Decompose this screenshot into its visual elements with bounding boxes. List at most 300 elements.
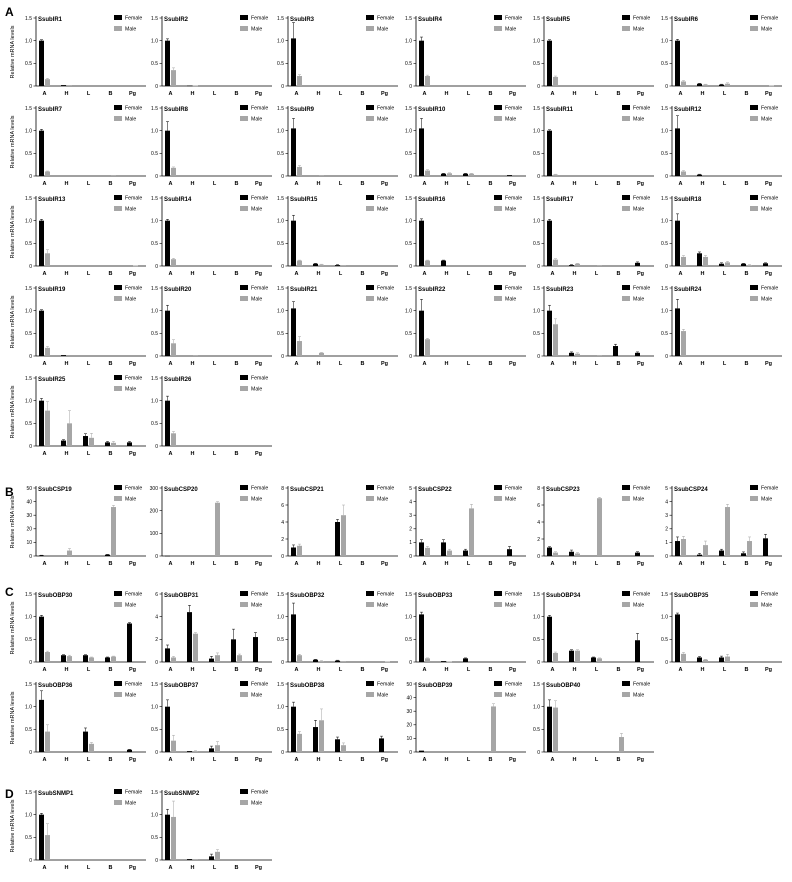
y-tick-label: 1.0 <box>277 704 284 711</box>
legend-label-male: Male <box>761 116 773 123</box>
y-tick-label: 1.0 <box>25 128 32 135</box>
bar-female <box>441 661 446 662</box>
bar-male <box>553 175 558 176</box>
legend-label-male: Male <box>251 26 263 33</box>
y-tick-label: 1.0 <box>533 128 540 135</box>
x-tick-label: H <box>190 757 195 763</box>
y-tick-label: 1.5 <box>533 105 540 112</box>
x-tick-label: H <box>190 865 195 871</box>
bar-male <box>67 423 72 446</box>
legend-label-female: Female <box>251 285 269 292</box>
y-tick-label: 1.0 <box>533 38 540 45</box>
y-tick-label: 1.5 <box>277 105 284 112</box>
bar-male <box>553 653 558 662</box>
bar-female <box>291 308 296 356</box>
legend-swatch-female <box>366 105 374 110</box>
x-tick-label: B <box>234 451 239 457</box>
legend-label-female: Female <box>251 591 269 598</box>
x-tick-label: H <box>444 667 449 673</box>
y-tick-label: 0 <box>665 263 668 270</box>
x-tick-label: B <box>488 271 493 277</box>
x-tick-label: B <box>108 561 113 567</box>
bar-female <box>675 221 680 266</box>
chart-title: SsubOBP38 <box>290 683 325 689</box>
x-tick-label: H <box>190 667 195 673</box>
x-tick-label: A <box>678 91 683 97</box>
y-tick-label: 1.0 <box>277 614 284 621</box>
legend-label-male: Male <box>761 206 773 213</box>
bar-male <box>45 411 50 446</box>
y-tick-label: 1.5 <box>533 285 540 292</box>
bar-male <box>45 732 50 752</box>
bar-female <box>635 553 640 556</box>
x-tick-label: Pg <box>764 181 773 187</box>
x-tick-label: Pg <box>128 865 137 871</box>
bar-female <box>39 815 44 860</box>
bar-male <box>45 835 50 860</box>
legend-label-female: Female <box>377 195 395 202</box>
chart-SsubIR1 <box>25 15 146 97</box>
bar-male <box>575 264 580 266</box>
bar-male <box>341 265 346 266</box>
chart-title: SsubOBP37 <box>164 683 199 689</box>
chart-title: SsubIR2 <box>164 17 189 23</box>
y-tick-label: 0.5 <box>25 727 32 734</box>
x-tick-label: H <box>64 865 69 871</box>
x-tick-label: A <box>42 865 47 871</box>
y-tick-label: 2 <box>665 526 668 533</box>
y-tick-label: 0.5 <box>25 331 32 338</box>
x-tick-label: B <box>360 561 365 567</box>
x-tick-label: Pg <box>254 181 263 187</box>
legend-swatch-female <box>750 15 758 20</box>
y-tick-label: 1.0 <box>25 398 32 405</box>
y-tick-label: 1.0 <box>151 704 158 711</box>
bar-female <box>127 623 132 662</box>
bar-female <box>441 542 446 556</box>
y-tick-label: 1.0 <box>151 308 158 315</box>
legend-swatch-female <box>240 285 248 290</box>
legend-swatch-male <box>494 26 502 31</box>
legend-label-female: Female <box>505 591 523 598</box>
y-tick-label: 1.0 <box>277 128 284 135</box>
y-tick-label: 0 <box>409 749 412 756</box>
x-tick-label: L <box>466 361 471 367</box>
legend-swatch-male <box>240 26 248 31</box>
x-tick-label: Pg <box>254 91 263 97</box>
bar-female <box>61 355 66 356</box>
y-tick-label: 1.0 <box>405 218 412 225</box>
legend-swatch-female <box>494 485 502 490</box>
x-tick-label: L <box>212 181 217 187</box>
bar-female <box>39 700 44 752</box>
x-tick-label: H <box>190 271 195 277</box>
x-tick-label: Pg <box>508 271 517 277</box>
bar-male <box>725 657 730 662</box>
legend-swatch-female <box>750 591 758 596</box>
legend-swatch-female <box>114 485 122 490</box>
x-tick-label: L <box>594 561 599 567</box>
x-tick-label: H <box>316 91 321 97</box>
x-tick-label: A <box>42 91 47 97</box>
chart-title: SsubIR10 <box>418 107 446 113</box>
x-tick-label: H <box>700 91 705 97</box>
bar-male <box>297 167 302 176</box>
x-tick-label: L <box>594 271 599 277</box>
y-tick-label: 4 <box>537 519 540 526</box>
x-tick-label: B <box>616 757 621 763</box>
x-tick-label: B <box>108 181 113 187</box>
legend-swatch-female <box>622 105 630 110</box>
bar-male <box>553 708 558 752</box>
chart-title: SsubSNMP2 <box>164 791 200 797</box>
x-tick-label: H <box>572 271 577 277</box>
bar-female <box>291 614 296 662</box>
x-tick-label: H <box>572 91 577 97</box>
x-tick-label: L <box>466 91 471 97</box>
legend-label-male: Male <box>125 496 137 503</box>
legend-swatch-male <box>114 800 122 805</box>
chart-SsubIR18 <box>661 195 782 277</box>
x-tick-label: H <box>700 181 705 187</box>
legend-label-male: Male <box>125 296 137 303</box>
legend-label-male: Male <box>377 296 389 303</box>
y-tick-label: 1.5 <box>661 591 668 598</box>
y-tick-label: 1.0 <box>277 38 284 45</box>
y-tick-label: 0 <box>155 173 158 180</box>
x-tick-label: Pg <box>254 271 263 277</box>
y-tick-label: 0 <box>281 553 284 560</box>
bar-male <box>769 86 774 87</box>
x-tick-label: B <box>234 757 239 763</box>
y-tick-label: 1.0 <box>661 614 668 621</box>
bar-female <box>763 538 768 556</box>
chart-SsubOBP38 <box>277 681 398 763</box>
bar-female <box>675 41 680 86</box>
x-tick-label: B <box>234 91 239 97</box>
legend-label-female: Female <box>633 681 651 688</box>
legend-swatch-male <box>240 692 248 697</box>
legend-swatch-female <box>622 285 630 290</box>
bar-male <box>681 654 686 662</box>
chart-SsubIR26 <box>151 375 272 457</box>
bar-female <box>675 128 680 176</box>
x-tick-label: B <box>744 181 749 187</box>
x-tick-label: B <box>488 91 493 97</box>
bar-female <box>569 651 574 662</box>
legend-swatch-male <box>240 206 248 211</box>
bar-female <box>313 727 318 752</box>
legend-label-male: Male <box>505 496 517 503</box>
legend-swatch-male <box>366 206 374 211</box>
x-tick-label: H <box>190 91 195 97</box>
x-tick-label: A <box>168 865 173 871</box>
chart-title: SsubIR16 <box>418 197 446 203</box>
y-tick-label: 1.0 <box>277 218 284 225</box>
chart-title: SsubIR6 <box>674 17 699 23</box>
bar-female <box>39 311 44 356</box>
y-tick-label: 0 <box>281 173 284 180</box>
x-tick-label: B <box>616 91 621 97</box>
bar-male <box>215 503 220 556</box>
bar-female <box>165 707 170 752</box>
x-tick-label: B <box>108 451 113 457</box>
y-tick-label: 1.5 <box>277 591 284 598</box>
bar-female <box>165 401 170 446</box>
legend-label-female: Female <box>505 15 523 22</box>
legend-label-male: Male <box>761 496 773 503</box>
legend-label-male: Male <box>251 800 263 807</box>
x-tick-label: A <box>42 361 47 367</box>
y-tick-label: 6 <box>537 502 540 509</box>
chart-SsubIR12 <box>661 105 782 187</box>
y-tick-label: 30 <box>406 709 412 715</box>
bar-female <box>675 541 680 556</box>
legend-label-female: Female <box>251 375 269 382</box>
legend-swatch-male <box>622 602 630 607</box>
legend-swatch-female <box>622 591 630 596</box>
bar-male <box>111 507 116 556</box>
bar-male <box>67 551 72 556</box>
y-tick-label: 1.0 <box>151 812 158 819</box>
chart-SsubOBP37 <box>151 681 272 763</box>
chart-SsubIR15 <box>277 195 398 277</box>
legend-label-female: Female <box>251 105 269 112</box>
x-tick-label: A <box>550 667 555 673</box>
bar-male <box>237 655 242 662</box>
x-tick-label: H <box>64 271 69 277</box>
bar-male <box>341 515 346 556</box>
legend-swatch-female <box>114 105 122 110</box>
x-tick-label: L <box>212 91 217 97</box>
bar-female <box>165 41 170 86</box>
x-tick-label: Pg <box>764 271 773 277</box>
x-tick-label: H <box>64 757 69 763</box>
legend-swatch-male <box>114 206 122 211</box>
legend-swatch-male <box>114 26 122 31</box>
legend-swatch-male <box>114 116 122 121</box>
chart-SsubIR16 <box>405 195 526 277</box>
x-tick-label: Pg <box>380 361 389 367</box>
legend-label-female: Female <box>125 15 143 22</box>
chart-SsubSNMP1 <box>25 789 146 871</box>
legend-swatch-female <box>114 285 122 290</box>
y-tick-label: 50 <box>406 681 412 688</box>
bar-male <box>447 662 452 663</box>
y-tick-label: 2 <box>155 637 158 644</box>
bar-female <box>635 353 640 356</box>
x-tick-label: Pg <box>636 181 645 187</box>
legend-label-female: Female <box>505 485 523 492</box>
legend-swatch-female <box>240 15 248 20</box>
legend-label-male: Male <box>125 26 137 33</box>
legend-label-female: Female <box>251 681 269 688</box>
chart-SsubOBP34 <box>533 591 654 673</box>
bar-female <box>165 648 170 662</box>
x-tick-label: A <box>550 271 555 277</box>
legend-swatch-female <box>240 681 248 686</box>
y-tick-label: 0 <box>409 553 412 560</box>
y-tick-label: 0 <box>155 659 158 666</box>
legend-swatch-male <box>366 692 374 697</box>
chart-SsubIR14 <box>151 195 272 277</box>
x-tick-label: H <box>444 361 449 367</box>
y-tick-label: 20 <box>406 722 412 729</box>
y-tick-label: 0.5 <box>533 61 540 68</box>
y-tick-label: 0 <box>281 659 284 666</box>
x-tick-label: L <box>338 361 343 367</box>
legend-label-male: Male <box>377 602 389 609</box>
x-tick-label: H <box>700 561 705 567</box>
bar-female <box>165 131 170 176</box>
legend-label-female: Female <box>377 285 395 292</box>
bar-female <box>291 548 296 557</box>
x-tick-label: B <box>616 561 621 567</box>
legend-swatch-female <box>494 681 502 686</box>
legend-label-female: Female <box>633 195 651 202</box>
chart-title: SsubIR25 <box>38 377 66 383</box>
x-tick-label: B <box>488 757 493 763</box>
bar-female <box>187 612 192 662</box>
chart-title: SsubOBP36 <box>38 683 73 689</box>
legend-label-male: Male <box>251 602 263 609</box>
x-tick-label: A <box>294 271 299 277</box>
x-tick-label: L <box>86 757 91 763</box>
legend-swatch-male <box>750 26 758 31</box>
x-tick-label: A <box>422 271 427 277</box>
y-tick-label: 4 <box>155 614 158 621</box>
x-tick-label: B <box>234 667 239 673</box>
y-tick-label: 0 <box>537 553 540 560</box>
bar-male <box>469 174 474 176</box>
x-tick-label: L <box>466 181 471 187</box>
legend-swatch-female <box>114 681 122 686</box>
legend-swatch-male <box>622 26 630 31</box>
bar-male <box>171 741 176 752</box>
bar-male <box>133 266 138 267</box>
y-tick-label: 0 <box>409 173 412 180</box>
y-tick-label: 4 <box>665 499 668 506</box>
y-tick-label: 1.5 <box>151 15 158 22</box>
x-tick-label: B <box>360 181 365 187</box>
y-tick-label: 0 <box>665 173 668 180</box>
bar-female <box>569 265 574 266</box>
legend-label-female: Female <box>761 195 779 202</box>
panel-label: C <box>5 585 14 599</box>
bar-female <box>463 658 468 662</box>
legend-label-female: Female <box>125 789 143 796</box>
y-tick-label: 0 <box>537 263 540 270</box>
chart-title: SsubIR4 <box>418 17 443 23</box>
legend-swatch-male <box>114 496 122 501</box>
y-tick-label: 0.5 <box>405 331 412 338</box>
x-tick-label: A <box>294 667 299 673</box>
y-tick-label: 0.5 <box>661 331 668 338</box>
x-tick-label: H <box>190 561 195 567</box>
x-tick-label: L <box>594 667 599 673</box>
bar-male <box>597 355 602 356</box>
x-tick-label: A <box>42 181 47 187</box>
legend-swatch-male <box>750 296 758 301</box>
y-axis-label: Relative mRNA levels <box>10 205 16 259</box>
x-tick-label: B <box>360 91 365 97</box>
bar-male <box>297 341 302 356</box>
legend-label-male: Male <box>633 26 645 33</box>
legend-swatch-female <box>750 105 758 110</box>
chart-SsubIR2 <box>151 15 272 97</box>
chart-title: SsubIR26 <box>164 377 192 383</box>
x-tick-label: B <box>234 561 239 567</box>
y-tick-label: 0.5 <box>277 637 284 644</box>
y-tick-label: 0 <box>155 857 158 864</box>
y-tick-label: 1.0 <box>533 308 540 315</box>
chart-SsubIR8 <box>151 105 272 187</box>
bar-female <box>719 551 724 556</box>
x-tick-label: L <box>722 361 727 367</box>
y-tick-label: 6 <box>155 591 158 598</box>
x-tick-label: A <box>294 91 299 97</box>
x-tick-label: H <box>444 271 449 277</box>
x-tick-label: A <box>42 667 47 673</box>
y-tick-label: 1.0 <box>661 128 668 135</box>
x-tick-label: Pg <box>508 181 517 187</box>
x-tick-label: A <box>422 181 427 187</box>
bar-male <box>725 262 730 266</box>
y-tick-label: 1.0 <box>277 308 284 315</box>
y-tick-label: 3 <box>409 513 412 519</box>
bar-male <box>747 265 752 266</box>
bar-male <box>425 76 430 86</box>
x-tick-label: H <box>64 91 69 97</box>
y-tick-label: 0 <box>155 443 158 450</box>
bar-female <box>335 739 340 752</box>
bar-male <box>297 76 302 86</box>
legend-swatch-female <box>366 15 374 20</box>
bar-female <box>675 308 680 356</box>
bar-male <box>171 343 176 356</box>
chart-SsubOBP30 <box>25 591 146 673</box>
legend-label-female: Female <box>633 105 651 112</box>
x-tick-label: B <box>234 181 239 187</box>
bar-female <box>547 548 552 557</box>
x-tick-label: Pg <box>636 667 645 673</box>
legend-swatch-female <box>366 681 374 686</box>
chart-title: SsubOBP40 <box>546 683 581 689</box>
legend-label-female: Female <box>761 485 779 492</box>
chart-SsubOBP32 <box>277 591 398 673</box>
y-tick-label: 0 <box>409 83 412 90</box>
y-tick-label: 0 <box>29 659 32 666</box>
legend-label-female: Female <box>377 681 395 688</box>
x-tick-label: B <box>108 757 113 763</box>
x-tick-label: Pg <box>380 757 389 763</box>
chart-title: SsubOBP33 <box>418 593 453 599</box>
bar-male <box>319 720 324 752</box>
bar-female <box>313 660 318 662</box>
x-tick-label: A <box>168 757 173 763</box>
y-tick-label: 1 <box>409 540 412 547</box>
y-tick-label: 40 <box>406 695 412 702</box>
x-tick-label: B <box>744 561 749 567</box>
bar-male <box>553 77 558 86</box>
y-tick-label: 1.0 <box>25 614 32 621</box>
x-tick-label: B <box>234 865 239 871</box>
x-tick-label: Pg <box>508 561 517 567</box>
y-tick-label: 1.0 <box>25 812 32 819</box>
bar-male <box>111 443 116 446</box>
x-tick-label: A <box>422 667 427 673</box>
x-tick-label: Pg <box>128 451 137 457</box>
